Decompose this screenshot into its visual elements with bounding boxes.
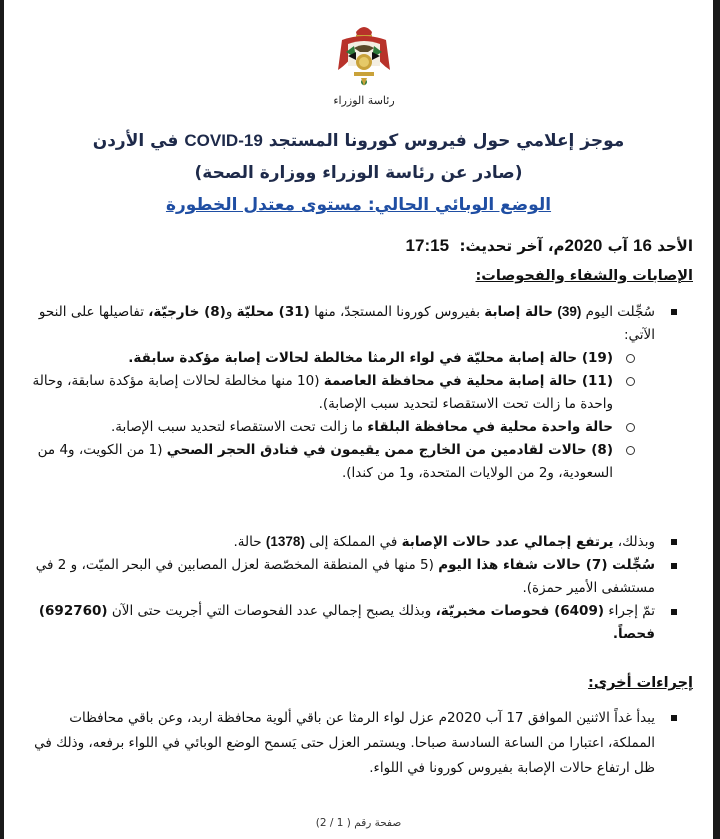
intro-text-3: بفيروس كورونا المستجدّ، منها — [314, 304, 480, 320]
local-case-count: (31) محليّة — [236, 304, 310, 320]
list-item — [28, 370, 637, 416]
intro-text-5: تفاصيلها على النحو الآتي: — [38, 304, 655, 343]
daily-case-count: (39) — [557, 304, 582, 319]
page-number: صفحة رقم ( 1 / 2) — [315, 817, 402, 829]
jordan-coat-of-arms-icon — [334, 22, 394, 92]
summary-post: حالة. — [233, 534, 262, 550]
epidemic-status-line: الوضع الوبائي الحالي: مستوى معتدل الخطورة — [165, 195, 552, 215]
summary-bold: (6409) فحوصات مخبريّة، — [435, 603, 605, 619]
date-suffix: م، آخر تحديث: — [459, 237, 565, 255]
list-item — [28, 347, 637, 370]
date-day-num: 16 — [633, 236, 652, 255]
list-item-total-cases — [28, 530, 693, 554]
title-part2: في الأردن — [92, 131, 179, 151]
external-case-count: (8) خارجيّة، — [148, 304, 226, 320]
list-item-tests — [28, 600, 693, 646]
summary-pre: تمّ إجراء — [608, 603, 655, 619]
title-code: COVID-19 — [184, 131, 263, 150]
sub-item-bold: (19) حالة إصابة محليّة في لواء الرمثا مخالطة لحالات إصابة مؤكدة سابقة. — [128, 350, 613, 366]
summary-section — [28, 530, 693, 646]
intro-bold-cases: حالة إصابة — [484, 304, 554, 320]
title-part1: موجز إعلامي حول فيروس كورونا المستجد — [268, 131, 625, 151]
summary-mid: في المملكة إلى — [309, 534, 398, 550]
intro-text-1: سُجِّلت اليوم — [585, 304, 655, 320]
summary-bold: يرتفع إجمالي عدد حالات الإصابة — [401, 534, 614, 550]
list-item-ramtha-isolation: يبدأ غداً الاثنين الموافق 17 آب 2020م عزل لواء الرمثا عن باقي ألوية محافظة اربد، وعن باقي محافظات المملكة، اعتبارا من الساعة السادسة صباحا. ويستمر العزل حتى يَسمح الوضع الوبائي في اللواء برفعه، وذلك في ظل ارتفاع حالات الإصابة بفيروس كورونا في اللواء. — [28, 706, 693, 781]
sub-item-text: (10 منها مخالطة لحالات إصابة مؤكدة سابقة، وحالة واحدة ما زالت تحت الاستقصاء لتحديد سبب الإصابة). — [32, 373, 613, 412]
sub-item-bold: (11) حالة إصابة محلية في محافظة العاصمة — [323, 373, 613, 389]
sub-item-text: (1 من الكويت، و4 من السعودية، و2 من الولايات المتحدة، و1 من كندا). — [37, 442, 613, 481]
summary-mid: وبذلك يصبح إجمالي عدد الفحوصات التي أجريت حتى الآن — [111, 603, 432, 619]
total-case-count: (1378) — [265, 534, 305, 549]
coat-of-arms — [326, 22, 402, 112]
cases-section — [28, 300, 693, 485]
list-item-recoveries — [28, 554, 693, 600]
document-page — [4, 0, 713, 839]
list-item-daily-cases — [28, 300, 693, 347]
summary-bold: سُجِّلت (7) حالات شفاء هذا اليوم — [438, 557, 655, 573]
total-test-count: (692760) فحصاً. — [38, 603, 655, 642]
date-year: 2020 — [564, 236, 603, 255]
document-title — [4, 131, 713, 151]
summary-pre: وبذلك، — [617, 534, 655, 550]
sub-item-bold: حالة واحدة محلية في محافظة البلقاء — [367, 419, 613, 435]
case-breakdown-list — [28, 347, 693, 485]
date-month: آب — [607, 237, 628, 255]
dateline — [406, 236, 693, 256]
sub-item-text: ما زالت تحت الاستقصاء لتحديد سبب الإصابة. — [111, 419, 364, 435]
list-item — [28, 416, 637, 439]
section-heading-cases: الإصابات والشفاء والفحوصات: — [475, 268, 693, 284]
date-day: الأحد — [657, 237, 693, 255]
section-heading-other-measures: إجراءات أخرى: — [588, 675, 693, 691]
document-subtitle: (صادر عن رئاسة الوزراء ووزارة الصحة) — [194, 163, 523, 183]
intro-and: و — [225, 304, 233, 320]
measures-section — [28, 706, 693, 781]
update-time: 17:15 — [405, 236, 450, 255]
sub-item-bold: (8) حالات لقادمين من الخارج ممن يقيمون في فنادق الحجر الصحي — [166, 442, 613, 458]
list-item — [28, 439, 637, 485]
crest-caption: رئاسة الوزراء — [333, 94, 395, 107]
summary-mid: (5 منها في المنطقة المخصّصة لعزل المصابين في البحر الميّت، و 2 في مستشفى الأمير حمزة). — [35, 557, 655, 596]
